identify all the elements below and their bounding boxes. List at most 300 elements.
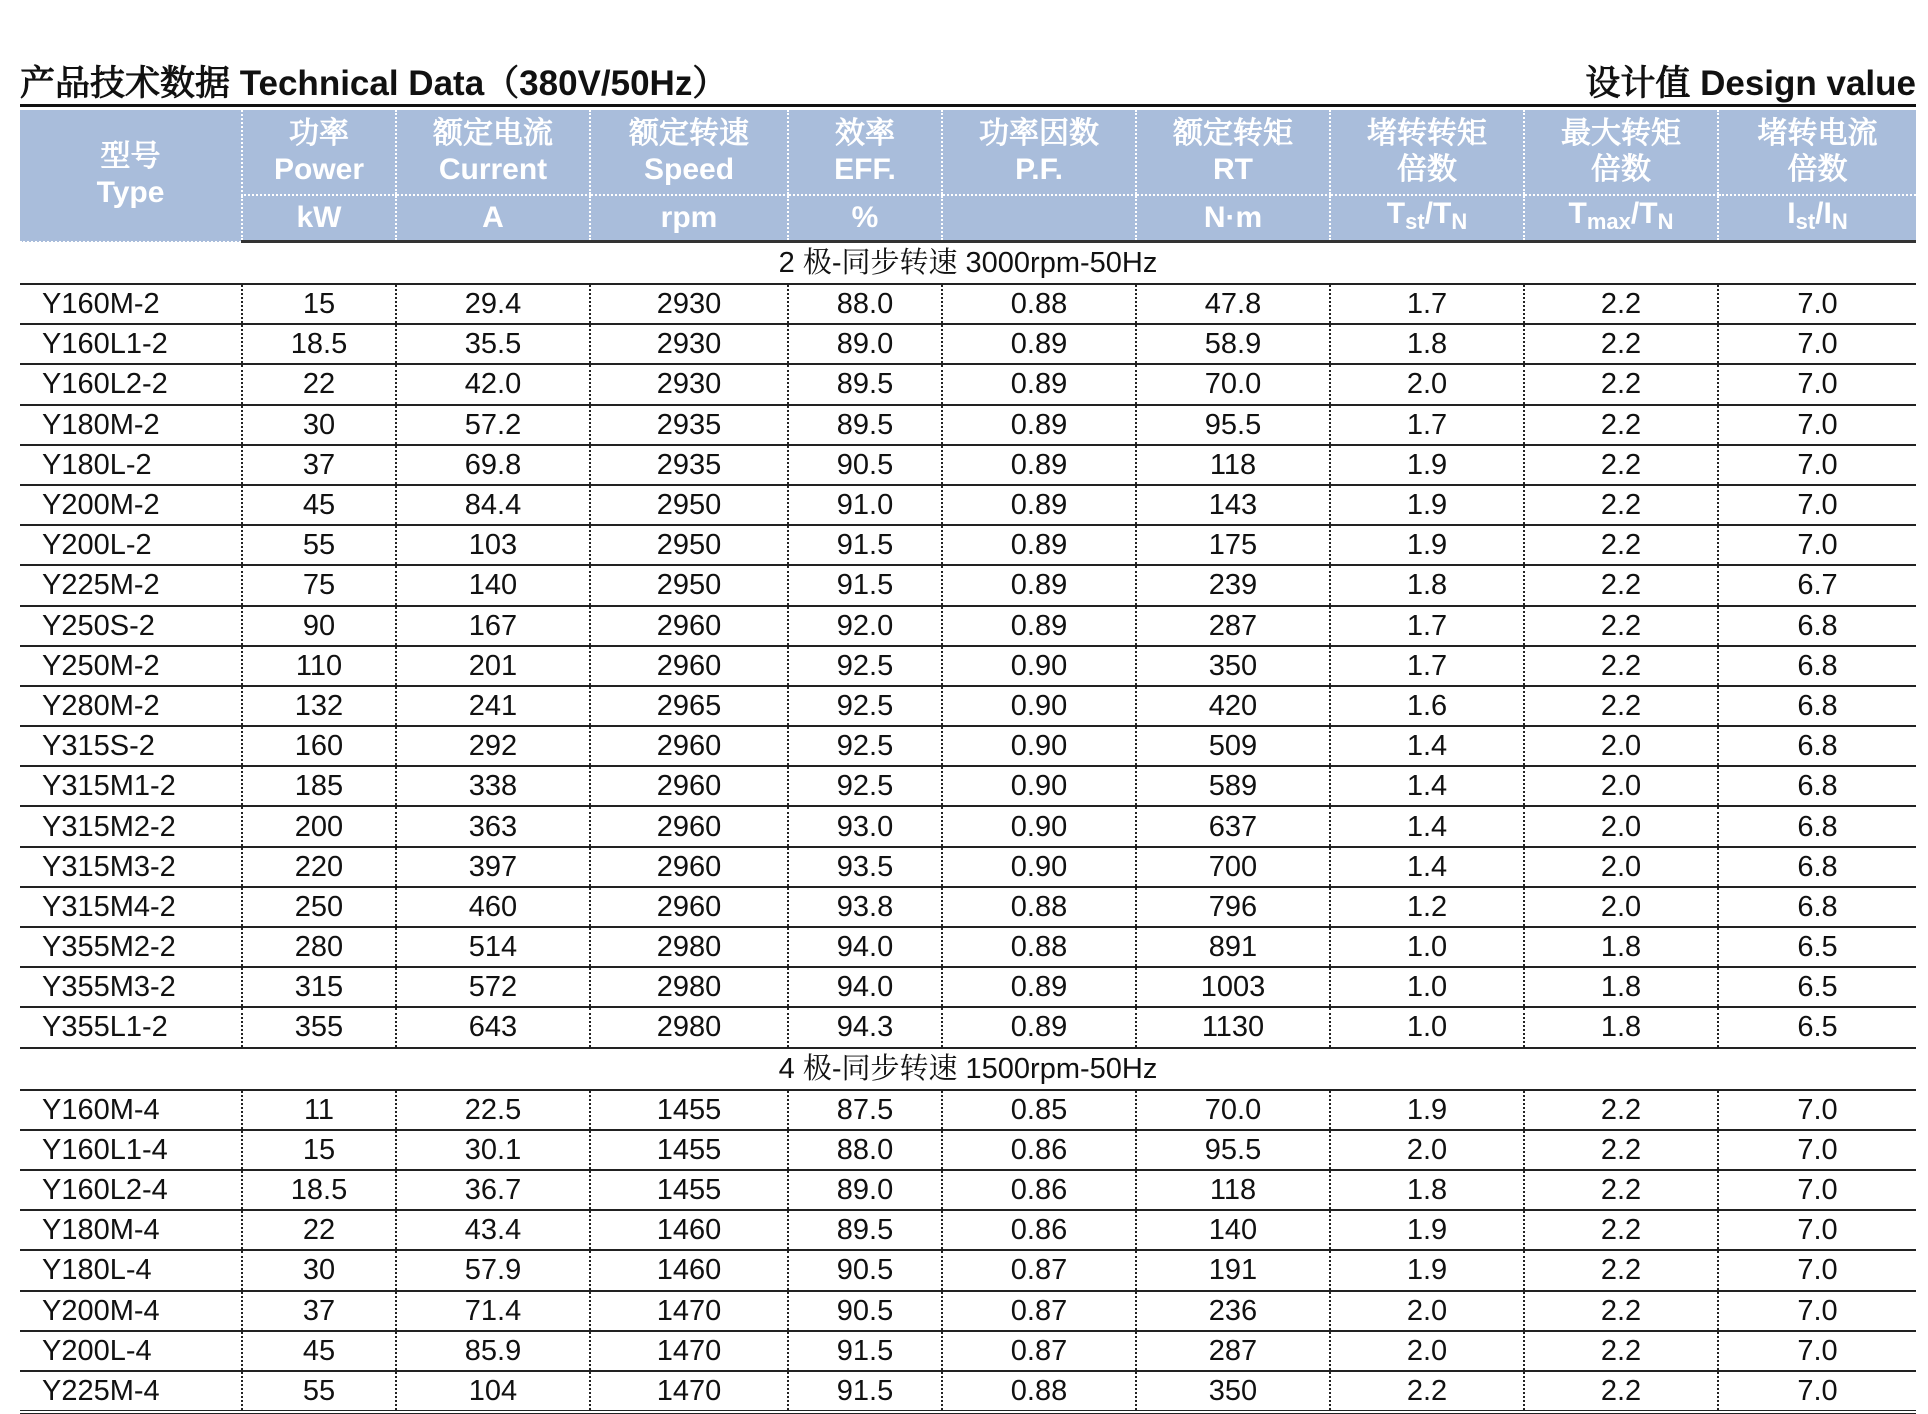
model-cell: Y250S-2 xyxy=(20,606,242,646)
value-cell: 22 xyxy=(242,364,396,404)
value-cell: 6.5 xyxy=(1718,1007,1916,1047)
value-cell: 363 xyxy=(396,806,590,846)
value-cell: 175 xyxy=(1136,525,1330,565)
value-cell: 95.5 xyxy=(1136,1130,1330,1170)
value-cell: 2.2 xyxy=(1524,364,1718,404)
value-cell: 1.2 xyxy=(1330,887,1524,927)
unit-pf xyxy=(942,195,1136,242)
table-row xyxy=(20,1090,1916,1130)
value-cell: 1.8 xyxy=(1330,1170,1524,1210)
model-cell: Y160L1-4 xyxy=(20,1130,242,1170)
header-pf-en: P.F. xyxy=(1015,153,1063,186)
value-cell: 2.2 xyxy=(1524,1210,1718,1250)
model-cell: Y355L1-2 xyxy=(20,1007,242,1047)
value-cell: 167 xyxy=(396,606,590,646)
value-cell: 88.0 xyxy=(788,284,942,324)
header-pf-cn: 功率因数 xyxy=(979,117,1099,150)
value-cell: 143 xyxy=(1136,485,1330,525)
value-cell: 0.86 xyxy=(942,1170,1136,1210)
value-cell: 88.0 xyxy=(788,1130,942,1170)
value-cell: 2930 xyxy=(590,324,788,364)
value-cell: 420 xyxy=(1136,686,1330,726)
table-row xyxy=(20,927,1916,967)
value-cell: 7.0 xyxy=(1718,284,1916,324)
value-cell: 2.0 xyxy=(1524,766,1718,806)
value-cell: 0.89 xyxy=(942,967,1136,1007)
value-cell: 43.4 xyxy=(396,1210,590,1250)
value-cell: 95.5 xyxy=(1136,405,1330,445)
header-max-torque-cn: 最大转矩 xyxy=(1561,117,1681,150)
model-cell: Y160L1-2 xyxy=(20,324,242,364)
model-cell: Y160M-2 xyxy=(20,284,242,324)
value-cell: 7.0 xyxy=(1718,1291,1916,1331)
value-cell: 2960 xyxy=(590,847,788,887)
value-cell: 22.5 xyxy=(396,1090,590,1130)
value-cell: 355 xyxy=(242,1007,396,1047)
value-cell: 700 xyxy=(1136,847,1330,887)
model-cell: Y200L-4 xyxy=(20,1331,242,1371)
value-cell: 0.88 xyxy=(942,1371,1136,1412)
value-cell: 1.0 xyxy=(1330,927,1524,967)
table-row xyxy=(20,324,1916,364)
value-cell: 57.9 xyxy=(396,1250,590,1290)
value-cell: 509 xyxy=(1136,726,1330,766)
value-cell: 70.0 xyxy=(1136,364,1330,404)
value-cell: 2.0 xyxy=(1524,847,1718,887)
value-cell: 89.0 xyxy=(788,1170,942,1210)
value-cell: 2.0 xyxy=(1330,1291,1524,1331)
header-power xyxy=(242,110,396,195)
design-value-label: 设计值 Design value xyxy=(1585,64,1916,103)
model-cell: Y160L2-4 xyxy=(20,1170,242,1210)
value-cell: 2960 xyxy=(590,606,788,646)
unit-locked-current: $I_{st}/I_N$ xyxy=(1718,195,1916,242)
value-cell: 93.0 xyxy=(788,806,942,846)
value-cell: 160 xyxy=(242,726,396,766)
table-row xyxy=(20,847,1916,887)
value-cell: 0.86 xyxy=(942,1210,1136,1250)
header-eff xyxy=(788,110,942,195)
model-cell: Y355M3-2 xyxy=(20,967,242,1007)
model-cell: Y355M2-2 xyxy=(20,927,242,967)
table-row xyxy=(20,1130,1916,1170)
value-cell: 2965 xyxy=(590,686,788,726)
value-cell: 89.5 xyxy=(788,1210,942,1250)
value-cell: 7.0 xyxy=(1718,405,1916,445)
value-cell: 280 xyxy=(242,927,396,967)
value-cell: 55 xyxy=(242,1371,396,1412)
header-locked-torque-cn: 堵转转矩 xyxy=(1367,117,1487,150)
value-cell: 1455 xyxy=(590,1170,788,1210)
value-cell: 70.0 xyxy=(1136,1090,1330,1130)
value-cell: 140 xyxy=(396,565,590,605)
unit-speed: rpm xyxy=(590,195,788,242)
value-cell: 45 xyxy=(242,1331,396,1371)
value-cell: 140 xyxy=(1136,1210,1330,1250)
value-cell: 2.2 xyxy=(1524,646,1718,686)
value-cell: 0.89 xyxy=(942,1007,1136,1047)
value-cell: 42.0 xyxy=(396,364,590,404)
value-cell: 0.89 xyxy=(942,485,1136,525)
value-cell: 103 xyxy=(396,525,590,565)
value-cell: 55 xyxy=(242,525,396,565)
value-cell: 2980 xyxy=(590,927,788,967)
table-row xyxy=(20,726,1916,766)
table-row xyxy=(20,646,1916,686)
unit-locked-torque: $T_{st}/T_N$ xyxy=(1330,195,1524,242)
value-cell: 1.4 xyxy=(1330,806,1524,846)
value-cell: 397 xyxy=(396,847,590,887)
value-cell: 2950 xyxy=(590,565,788,605)
table-row xyxy=(20,1291,1916,1331)
value-cell: 90.5 xyxy=(788,1250,942,1290)
value-cell: 239 xyxy=(1136,565,1330,605)
value-cell: 2960 xyxy=(590,806,788,846)
table-row xyxy=(20,1210,1916,1250)
value-cell: 1.4 xyxy=(1330,847,1524,887)
value-cell: 90.5 xyxy=(788,445,942,485)
value-cell: 89.5 xyxy=(788,405,942,445)
value-cell: 2.0 xyxy=(1524,887,1718,927)
value-cell: 90 xyxy=(242,606,396,646)
value-cell: 6.5 xyxy=(1718,927,1916,967)
header-max-torque xyxy=(1524,110,1718,195)
value-cell: 0.89 xyxy=(942,405,1136,445)
value-cell: 7.0 xyxy=(1718,324,1916,364)
value-cell: 0.90 xyxy=(942,766,1136,806)
value-cell: 2960 xyxy=(590,766,788,806)
value-cell: 1.0 xyxy=(1330,967,1524,1007)
value-cell: 338 xyxy=(396,766,590,806)
value-cell: 2960 xyxy=(590,726,788,766)
value-cell: 1.9 xyxy=(1330,485,1524,525)
header-current-cn: 额定电流 xyxy=(433,117,553,150)
value-cell: 460 xyxy=(396,887,590,927)
value-cell: 6.8 xyxy=(1718,887,1916,927)
section-header-row xyxy=(20,242,1916,285)
value-cell: 45 xyxy=(242,485,396,525)
value-cell: 11 xyxy=(242,1090,396,1130)
value-cell: 30 xyxy=(242,405,396,445)
page-title: 产品技术数据 Technical Data（380V/50Hz） xyxy=(20,64,728,103)
table-row xyxy=(20,284,1916,324)
table-row xyxy=(20,364,1916,404)
value-cell: 37 xyxy=(242,1291,396,1331)
value-cell: 0.89 xyxy=(942,606,1136,646)
value-cell: 201 xyxy=(396,646,590,686)
value-cell: 185 xyxy=(242,766,396,806)
value-cell: 7.0 xyxy=(1718,1250,1916,1290)
value-cell: 69.8 xyxy=(396,445,590,485)
value-cell: 90.5 xyxy=(788,1291,942,1331)
value-cell: 2.2 xyxy=(1524,445,1718,485)
value-cell: 0.89 xyxy=(942,445,1136,485)
unit-eff: % xyxy=(788,195,942,242)
model-cell: Y180M-2 xyxy=(20,405,242,445)
value-cell: 643 xyxy=(396,1007,590,1047)
value-cell: 2.2 xyxy=(1524,565,1718,605)
table-row xyxy=(20,1371,1916,1412)
value-cell: 1.9 xyxy=(1330,445,1524,485)
value-cell: 2980 xyxy=(590,1007,788,1047)
value-cell: 92.5 xyxy=(788,686,942,726)
value-cell: 1.8 xyxy=(1524,1007,1718,1047)
value-cell: 2.2 xyxy=(1524,284,1718,324)
model-cell: Y315S-2 xyxy=(20,726,242,766)
value-cell: 589 xyxy=(1136,766,1330,806)
value-cell: 0.88 xyxy=(942,284,1136,324)
value-cell: 1.9 xyxy=(1330,1210,1524,1250)
value-cell: 1.8 xyxy=(1524,967,1718,1007)
value-cell: 1.9 xyxy=(1330,1090,1524,1130)
value-cell: 2935 xyxy=(590,405,788,445)
value-cell: 287 xyxy=(1136,1331,1330,1371)
unit-current: A xyxy=(396,195,590,242)
value-cell: 6.7 xyxy=(1718,565,1916,605)
value-cell: 94.0 xyxy=(788,927,942,967)
value-cell: 2.2 xyxy=(1524,1250,1718,1290)
value-cell: 2.0 xyxy=(1330,1331,1524,1371)
header-locked-current-en: 倍数 xyxy=(1787,153,1848,186)
value-cell: 89.5 xyxy=(788,364,942,404)
value-cell: 236 xyxy=(1136,1291,1330,1331)
value-cell: 22 xyxy=(242,1210,396,1250)
value-cell: 350 xyxy=(1136,646,1330,686)
value-cell: 7.0 xyxy=(1718,1130,1916,1170)
header-max-torque-en: 倍数 xyxy=(1591,153,1651,186)
value-cell: 71.4 xyxy=(396,1291,590,1331)
value-cell: 7.0 xyxy=(1718,1331,1916,1371)
value-cell: 1.7 xyxy=(1330,284,1524,324)
value-cell: 315 xyxy=(242,967,396,1007)
header-pf xyxy=(942,110,1136,195)
value-cell: 91.0 xyxy=(788,485,942,525)
model-cell: Y225M-4 xyxy=(20,1371,242,1412)
model-cell: Y200M-4 xyxy=(20,1291,242,1331)
header-type-en: Type xyxy=(96,176,165,210)
value-cell: 93.5 xyxy=(788,847,942,887)
value-cell: 84.4 xyxy=(396,485,590,525)
table-row xyxy=(20,967,1916,1007)
model-cell: Y160M-4 xyxy=(20,1090,242,1130)
value-cell: 1.8 xyxy=(1524,927,1718,967)
header-rt-cn: 额定转矩 xyxy=(1173,117,1293,150)
value-cell: 118 xyxy=(1136,1170,1330,1210)
value-cell: 2.0 xyxy=(1524,806,1718,846)
value-cell: 6.8 xyxy=(1718,847,1916,887)
value-cell: 2.2 xyxy=(1524,1331,1718,1371)
value-cell: 637 xyxy=(1136,806,1330,846)
model-cell: Y280M-2 xyxy=(20,686,242,726)
value-cell: 91.5 xyxy=(788,1331,942,1371)
value-cell: 241 xyxy=(396,686,590,726)
value-cell: 6.8 xyxy=(1718,686,1916,726)
value-cell: 7.0 xyxy=(1718,445,1916,485)
value-cell: 1460 xyxy=(590,1210,788,1250)
value-cell: 2930 xyxy=(590,364,788,404)
value-cell: 7.0 xyxy=(1718,525,1916,565)
value-cell: 2.2 xyxy=(1524,485,1718,525)
value-cell: 15 xyxy=(242,1130,396,1170)
value-cell: 191 xyxy=(1136,1250,1330,1290)
value-cell: 0.87 xyxy=(942,1250,1136,1290)
model-cell: Y315M3-2 xyxy=(20,847,242,887)
value-cell: 85.9 xyxy=(396,1331,590,1371)
value-cell: 37 xyxy=(242,445,396,485)
technical-data-table xyxy=(20,110,1916,1414)
value-cell: 1.4 xyxy=(1330,766,1524,806)
value-cell: 2.2 xyxy=(1524,405,1718,445)
value-cell: 2.0 xyxy=(1330,1130,1524,1170)
header-locked-current-cn: 堵转电流 xyxy=(1757,117,1878,150)
header-speed-en: Speed xyxy=(643,153,735,186)
value-cell: 91.5 xyxy=(788,565,942,605)
value-cell: 292 xyxy=(396,726,590,766)
value-cell: 91.5 xyxy=(788,1371,942,1412)
value-cell: 87.5 xyxy=(788,1090,942,1130)
value-cell: 572 xyxy=(396,967,590,1007)
value-cell: 1.6 xyxy=(1330,686,1524,726)
table-row xyxy=(20,887,1916,927)
value-cell: 0.88 xyxy=(942,887,1136,927)
header-locked-current xyxy=(1718,110,1916,195)
value-cell: 7.0 xyxy=(1718,485,1916,525)
model-cell: Y180L-4 xyxy=(20,1250,242,1290)
model-cell: Y180L-2 xyxy=(20,445,242,485)
value-cell: 1455 xyxy=(590,1130,788,1170)
value-cell: 0.90 xyxy=(942,646,1136,686)
table-row xyxy=(20,1250,1916,1290)
value-cell: 2.2 xyxy=(1524,686,1718,726)
table-row xyxy=(20,766,1916,806)
value-cell: 18.5 xyxy=(242,1170,396,1210)
value-cell: 0.88 xyxy=(942,927,1136,967)
table-row xyxy=(20,606,1916,646)
value-cell: 1.7 xyxy=(1330,606,1524,646)
value-cell: 6.5 xyxy=(1718,967,1916,1007)
section-header-row xyxy=(20,1048,1916,1090)
value-cell: 75 xyxy=(242,565,396,605)
value-cell: 7.0 xyxy=(1718,1090,1916,1130)
value-cell: 6.8 xyxy=(1718,646,1916,686)
value-cell: 0.90 xyxy=(942,847,1136,887)
value-cell: 2.0 xyxy=(1330,364,1524,404)
value-cell: 92.5 xyxy=(788,646,942,686)
section-label: 4 极-同步转速 1500rpm-50Hz xyxy=(20,1048,1916,1090)
value-cell: 47.8 xyxy=(1136,284,1330,324)
title-row xyxy=(20,56,1916,106)
unit-power: kW xyxy=(242,195,396,242)
value-cell: 250 xyxy=(242,887,396,927)
value-cell: 2.2 xyxy=(1524,1371,1718,1412)
value-cell: 110 xyxy=(242,646,396,686)
value-cell: 1470 xyxy=(590,1331,788,1371)
section-label: 2 极-同步转速 3000rpm-50Hz xyxy=(20,242,1916,285)
value-cell: 0.89 xyxy=(942,364,1136,404)
value-cell: 1.9 xyxy=(1330,1250,1524,1290)
header-power-cn: 功率 xyxy=(289,117,349,150)
value-cell: 1460 xyxy=(590,1250,788,1290)
value-cell: 92.5 xyxy=(788,766,942,806)
value-cell: 132 xyxy=(242,686,396,726)
table-row xyxy=(20,1170,1916,1210)
model-cell: Y200M-2 xyxy=(20,485,242,525)
value-cell: 58.9 xyxy=(1136,324,1330,364)
header-eff-en: EFF. xyxy=(834,153,896,186)
value-cell: 1.8 xyxy=(1330,324,1524,364)
value-cell: 0.89 xyxy=(942,525,1136,565)
header-current xyxy=(396,110,590,195)
value-cell: 2.2 xyxy=(1524,525,1718,565)
value-cell: 2950 xyxy=(590,525,788,565)
table-row xyxy=(20,445,1916,485)
value-cell: 1470 xyxy=(590,1291,788,1331)
value-cell: 6.8 xyxy=(1718,766,1916,806)
value-cell: 2.2 xyxy=(1330,1371,1524,1412)
value-cell: 1130 xyxy=(1136,1007,1330,1047)
value-cell: 220 xyxy=(242,847,396,887)
value-cell: 36.7 xyxy=(396,1170,590,1210)
value-cell: 1.8 xyxy=(1330,565,1524,605)
value-cell: 104 xyxy=(396,1371,590,1412)
value-cell: 2.2 xyxy=(1524,324,1718,364)
value-cell: 1.0 xyxy=(1330,1007,1524,1047)
table-body xyxy=(20,242,1916,1413)
value-cell: 1.4 xyxy=(1330,726,1524,766)
model-cell: Y160L2-2 xyxy=(20,364,242,404)
value-cell: 0.85 xyxy=(942,1090,1136,1130)
value-cell: 0.89 xyxy=(942,565,1136,605)
header-current-en: Current xyxy=(438,153,548,186)
value-cell: 1.7 xyxy=(1330,405,1524,445)
value-cell: 57.2 xyxy=(396,405,590,445)
table-row xyxy=(20,485,1916,525)
value-cell: 514 xyxy=(396,927,590,967)
header-type xyxy=(20,110,242,242)
value-cell: 94.0 xyxy=(788,967,942,1007)
value-cell: 18.5 xyxy=(242,324,396,364)
value-cell: 2980 xyxy=(590,967,788,1007)
header-speed-cn: 额定转速 xyxy=(629,117,749,150)
header-rt xyxy=(1136,110,1330,195)
value-cell: 92.5 xyxy=(788,726,942,766)
value-cell: 0.90 xyxy=(942,806,1136,846)
value-cell: 2950 xyxy=(590,485,788,525)
table-row xyxy=(20,806,1916,846)
value-cell: 0.87 xyxy=(942,1331,1136,1371)
header-speed xyxy=(590,110,788,195)
value-cell: 2.2 xyxy=(1524,1170,1718,1210)
value-cell: 7.0 xyxy=(1718,1371,1916,1412)
model-cell: Y250M-2 xyxy=(20,646,242,686)
value-cell: 2960 xyxy=(590,646,788,686)
value-cell: 1.7 xyxy=(1330,646,1524,686)
value-cell: 30 xyxy=(242,1250,396,1290)
value-cell: 0.90 xyxy=(942,686,1136,726)
value-cell: 6.8 xyxy=(1718,726,1916,766)
value-cell: 0.89 xyxy=(942,324,1136,364)
value-cell: 6.8 xyxy=(1718,606,1916,646)
value-cell: 1455 xyxy=(590,1090,788,1130)
value-cell: 7.0 xyxy=(1718,1170,1916,1210)
value-cell: 2.0 xyxy=(1524,726,1718,766)
table-row xyxy=(20,1331,1916,1371)
value-cell: 0.87 xyxy=(942,1291,1136,1331)
header-locked-torque xyxy=(1330,110,1524,195)
value-cell: 35.5 xyxy=(396,324,590,364)
value-cell: 1003 xyxy=(1136,967,1330,1007)
value-cell: 287 xyxy=(1136,606,1330,646)
